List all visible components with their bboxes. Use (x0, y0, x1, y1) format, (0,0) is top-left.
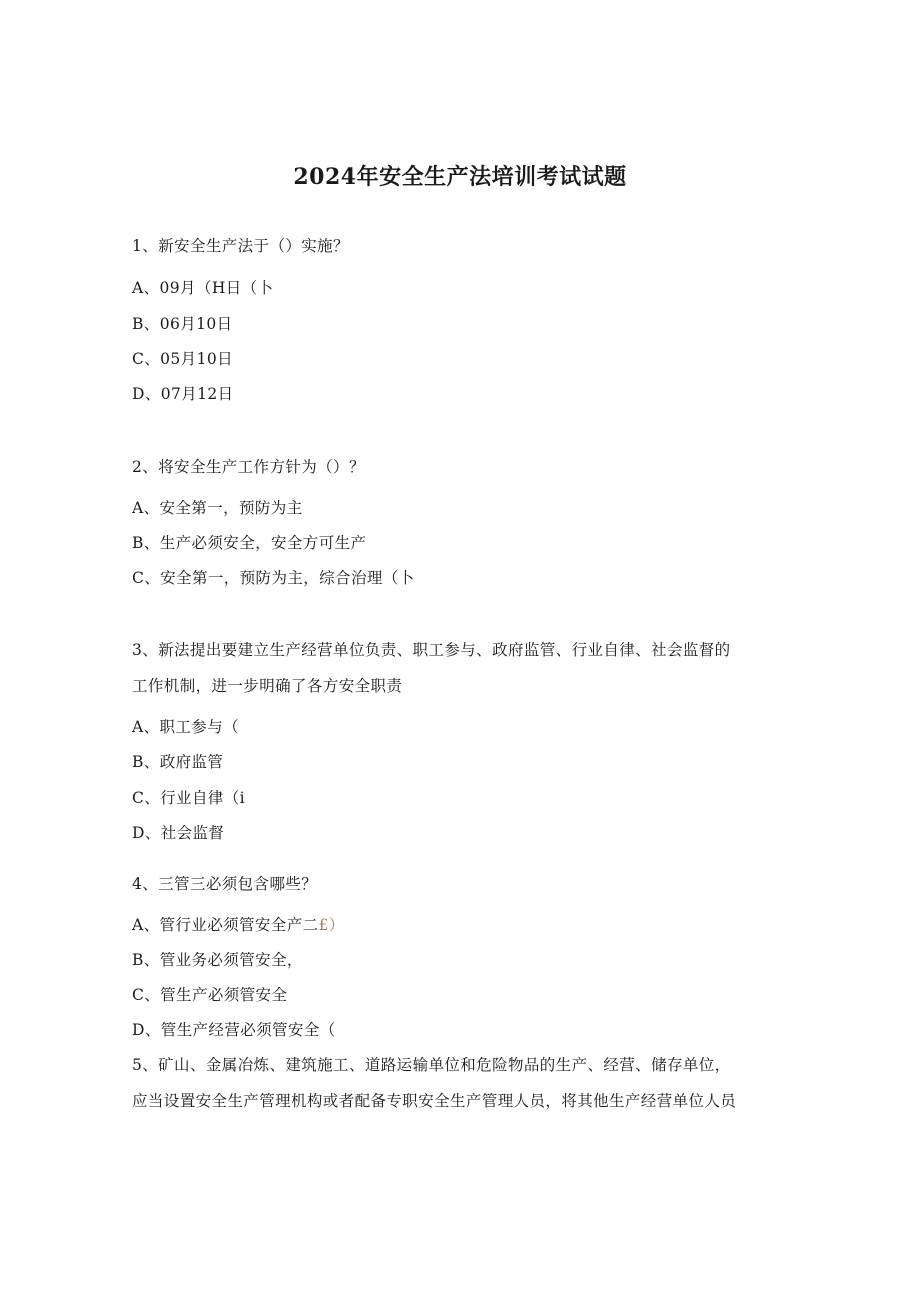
document-title: 2024年安全生产法培训考试试题 (293, 164, 627, 190)
question-5-text-line-2: 应当设置安全生产管理机构或者配备专职安全生产管理人员，将其他生产经营单位人员 (132, 1092, 737, 1110)
question-4-option-d: D、管生产经营必须管安全（ (132, 1021, 336, 1039)
question-4-text: 4、三管三必须包含哪些？ (132, 875, 318, 893)
question-4-option-b: B、管业务必须管安全， (132, 951, 303, 969)
question-2-option-a: A、安全第一，预防为主 (132, 499, 303, 517)
question-1-option-d: D、07月12日 (132, 385, 234, 403)
question-4-option-c: C、管生产必须管安全 (132, 986, 288, 1004)
question-4-option-a-text: A、管行业必须管安全产二 (132, 916, 319, 934)
question-2-option-b: B、生产必须安全，安全方可生产 (132, 534, 367, 552)
question-1-option-c: C、05月10日 (132, 350, 234, 368)
question-3-text-line-2: 工作机制，进一步明确了各方安全职责 (132, 677, 403, 695)
question-4-option-a-suffix: £） (318, 916, 345, 934)
question-3-option-a: A、职工参与（ (132, 718, 239, 736)
question-3-option-d: D、社会监督 (132, 824, 225, 842)
question-3-option-b: B、政府监管 (132, 753, 224, 771)
question-3-option-c: C、行业自律（i (132, 789, 246, 807)
question-5-text-line-1: 5、矿山、金属冶炼、建筑施工、道路运输单位和危险物品的生产、经营、储存单位， (132, 1056, 731, 1074)
question-1-option-a: A、09月（H日（卜 (132, 279, 274, 297)
question-1-text: 1、新安全生产法于（）实施？ (132, 237, 349, 255)
question-4-option-a (132, 913, 345, 935)
question-2-option-c: C、安全第一，预防为主，综合治理（卜 (132, 569, 415, 587)
question-2-text: 2、将安全生产工作方针为（）？ (132, 458, 365, 476)
question-1-option-b: B、06月10日 (132, 315, 233, 333)
question-3-text-line-1: 3、新法提出要建立生产经营单位负责、职工参与、政府监管、行业自律、社会监督的 (132, 641, 731, 659)
